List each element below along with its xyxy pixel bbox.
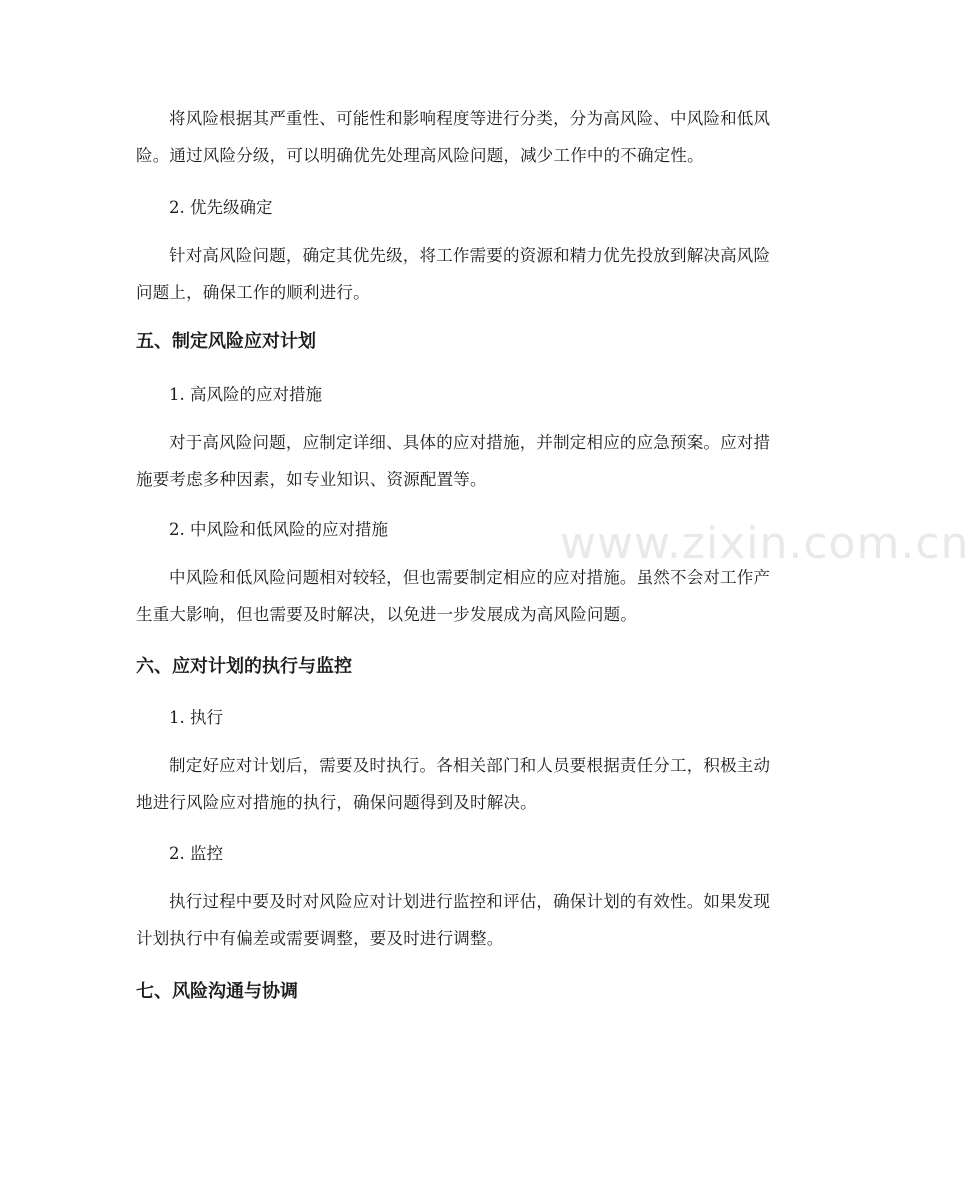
subheading-monitoring: 2. 监控 [169,844,223,863]
paragraph-execution: 制定好应对计划后，需要及时执行。各相关部门和人员要根据责任分工，积极主动地进行风险应对措施的执行，确保问题得到及时解决。 [136,756,771,812]
section-heading-7: 七、风险沟通与协调 [136,981,298,1002]
paragraph-monitoring: 执行过程中要及时对风险应对计划进行监控和评估，确保计划的有效性。如果发现计划执行中有偏差或需要调整，要及时进行调整。 [136,892,771,948]
watermark: www.zixin.com.cn [560,518,969,569]
section-heading-6: 六、应对计划的执行与监控 [136,656,352,677]
subheading-medium-low-risk-measures: 2. 中风险和低风险的应对措施 [169,520,388,539]
paragraph-high-risk-measures: 对于高风险问题，应制定详细、具体的应对措施，并制定相应的应急预案。应对措施要考虑多种因素，如专业知识、资源配置等。 [136,433,771,489]
subheading-high-risk-measures: 1. 高风险的应对措施 [169,385,322,404]
subheading-execution: 1. 执行 [169,708,223,727]
section-heading-5: 五、制定风险应对计划 [136,331,316,352]
paragraph-medium-low-risk-measures: 中风险和低风险问题相对较轻，但也需要制定相应的应对措施。虽然不会对工作产生重大影响，但也需要及时解决，以免进一步发展成为高风险问题。 [136,568,771,624]
paragraph-priority: 针对高风险问题，确定其优先级，将工作需要的资源和精力优先投放到解决高风险问题上，确保工作的顺利进行。 [136,246,771,302]
paragraph-risk-classification: 将风险根据其严重性、可能性和影响程度等进行分类，分为高风险、中风险和低风险。通过风险分级，可以明确优先处理高风险问题，减少工作中的不确定性。 [136,109,771,165]
subheading-priority: 2. 优先级确定 [169,198,273,217]
